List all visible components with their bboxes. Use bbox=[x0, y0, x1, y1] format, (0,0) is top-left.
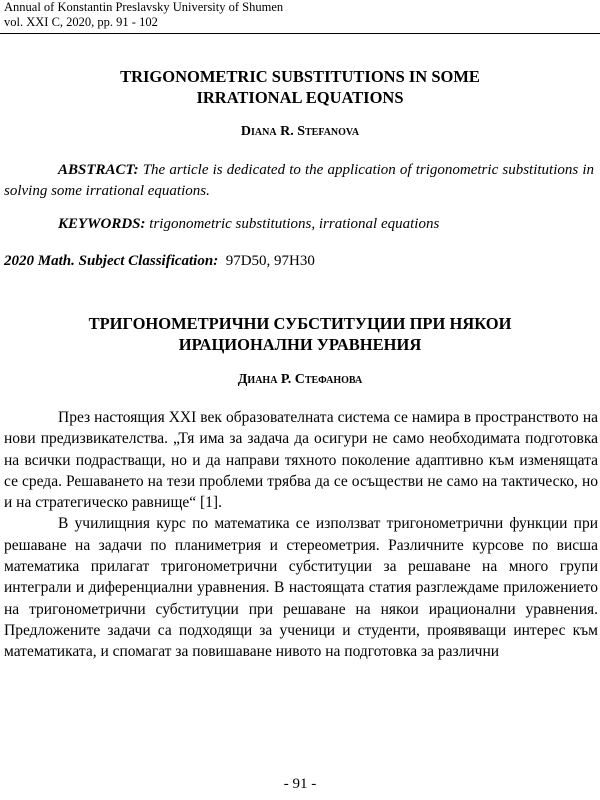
author-bulgarian: Диана Р. Стефанова bbox=[237, 372, 363, 387]
title-bulgarian-line1: ТРИГОНОМЕТРИЧНИ СУБСТИТУЦИИ ПРИ НЯКОИ bbox=[88, 314, 512, 333]
title-bulgarian bbox=[0, 313, 600, 355]
msc-classification bbox=[4, 253, 315, 270]
msc-label: 2020 Math. Subject Classification: bbox=[4, 253, 219, 269]
title-english-line2: IRRATIONAL EQUATIONS bbox=[196, 88, 404, 107]
keywords-text: trigonometric substitutions, irrational equations bbox=[149, 216, 440, 232]
author-english: Diana R. Stefanova bbox=[240, 124, 360, 139]
abstract bbox=[4, 160, 594, 202]
keywords bbox=[58, 216, 439, 233]
title-bulgarian-line2: ИРАЦИОНАЛНИ УРАВНЕНИЯ bbox=[178, 335, 422, 354]
body-text bbox=[4, 407, 598, 663]
paragraph-2: В училищния курс по математика се използват тригонометрични функции при решаване на задачи по планиметрия и стереометрия. Различните курсове по висша математика прилагат тригонометрични субституции за решаване на много групи интеграли и диференциални уравнения. В настоящата статия разглеждаме приложението на тригонометрични субституции при решаване на някои ирационални уравнения. Предложените задачи са подходящи за ученици и студенти, проявяващи интерес към математиката, и спомагат за повишаване нивото на подготовка за различни bbox=[4, 515, 598, 661]
header-rule bbox=[0, 33, 600, 34]
journal-name: Annual of Konstantin Preslavsky University of Shumen bbox=[4, 0, 284, 14]
msc-codes: 97D50, 97H30 bbox=[225, 253, 315, 269]
journal-header bbox=[4, 0, 283, 30]
paragraph-1: През настоящия XXI век образователната система се намира в пространството на нови предизвикателства. „Тя има за задача да осигури не само необходимата подготовка на всички подрастващи, но и да направи тяхното поколение адаптивно към изменящата се среда. Решаването на тези проблеми трябва да се осъществи не само на тактическо, но и на стратегическо равнище“ [1]. bbox=[4, 409, 598, 512]
title-english bbox=[0, 66, 600, 108]
abstract-text: The article is dedicated to the application of trigonometric substitutions in solving some irrational equations. bbox=[4, 162, 595, 199]
page-number: - 91 - bbox=[283, 776, 317, 792]
title-english-line1: TRIGONOMETRIC SUBSTITUTIONS IN SOME bbox=[120, 67, 480, 86]
journal-volume: vol. XXI C, 2020, pp. 91 - 102 bbox=[4, 15, 158, 29]
abstract-label: ABSTRACT: bbox=[58, 162, 139, 178]
keywords-label: KEYWORDS: bbox=[58, 216, 146, 232]
